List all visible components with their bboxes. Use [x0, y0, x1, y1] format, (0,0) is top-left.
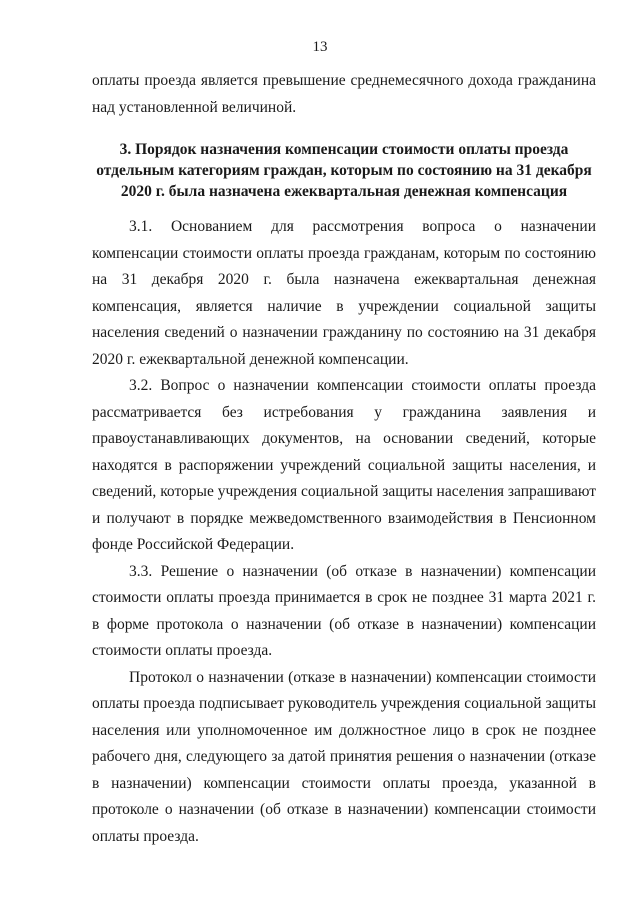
paragraph-protocol: Протокол о назначении (отказе в назначении) компенсации стоимости оплаты проезда подписывает руководитель учреждения социальной защиты населения или уполномоченное им должностное лицо в срок не позднее рабочего дня, следующего за датой принятия решения о назначении (отказе в назначении) компенсации стоимости оплаты проезда, указанной в протоколе о назначении (об отказе в назначении) компенсации стоимости оплаты проезда.: [92, 668, 596, 845]
paragraph-3-1: 3.1. Основанием для рассмотрения вопроса о назначении компенсации стоимости оплаты проезда гражданам, которым по состоянию на 31 декабря 2020 г. была назначена ежеквартальная денежная компенсация, является наличие в учреждении социальной защиты населения сведений о назначении гражданину по состоянию на 31 декабря 2020 г. ежеквартальной денежной компенсации.: [92, 218, 596, 368]
paragraph-3-3: 3.3. Решение о назначении (об отказе в назначении) компенсации стоимости оплаты проезда принимается в срок не позднее 31 марта 2021 г. в форме протокола о назначении (об отказе в назначении) компенсации стоимости оплаты проезда.: [92, 562, 596, 659]
page-number: 13: [312, 39, 328, 55]
paragraph-3-2: 3.2. Вопрос о назначении компенсации стоимости оплаты проезда рассматривается без истребования у гражданина заявления и правоустанавливающих документов, на основании сведений, которые находятся в распоряжении учреждений социальной защиты населения, и сведений, которые учреждения социальной защиты населения запрашивают и получают в порядке межведомственного взаимодействия в Пенсионном фонде Российской Федерации.: [92, 377, 596, 553]
intro-paragraph: оплаты проезда является превышение среднемесячного дохода гражданина над установленной величиной.: [92, 72, 596, 116]
section-heading: 3. Порядок назначения компенсации стоимости оплаты проезда отдельным категориям граждан, которым по состоянию на 31 декабря 2020 г. была назначена ежеквартальная денежная компенсация: [96, 141, 592, 200]
document-body: [92, 68, 596, 850]
